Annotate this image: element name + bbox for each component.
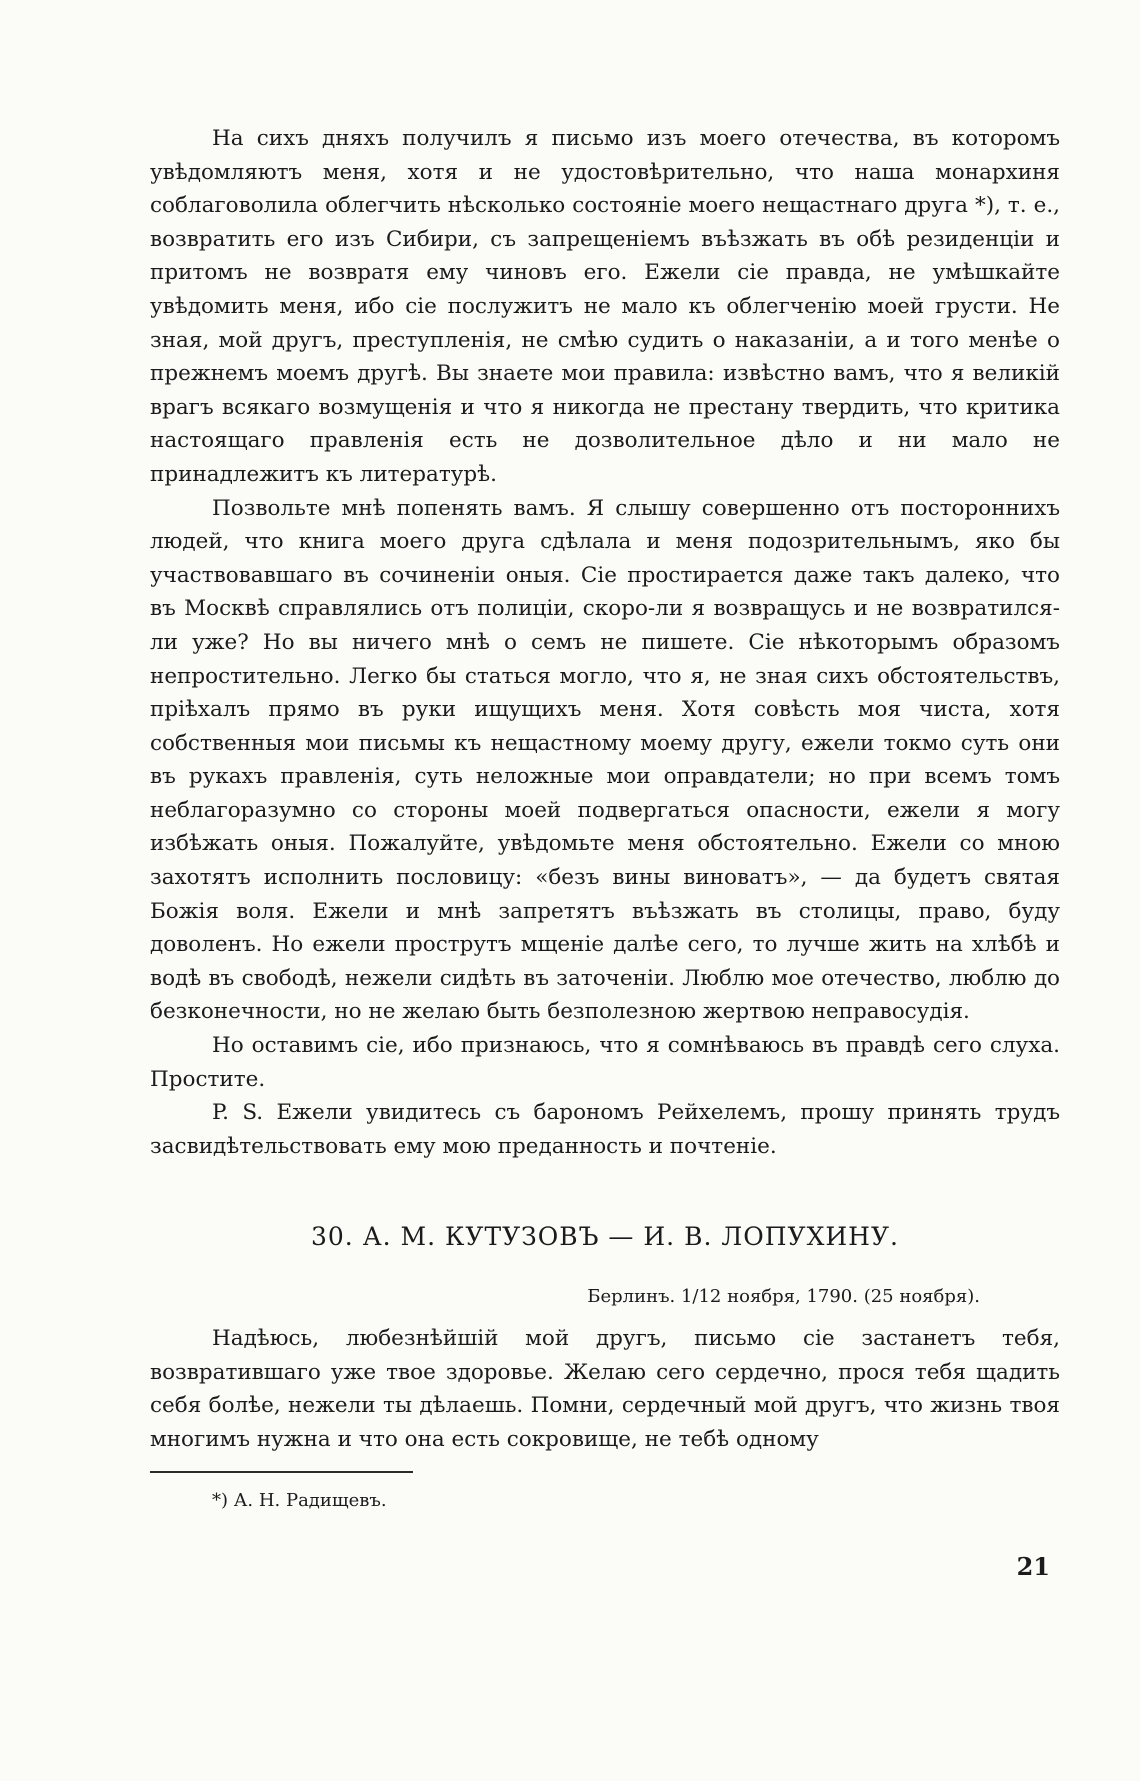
letter2-body [150,1322,1060,1456]
paragraph: Надѣюсь, любезнѣйшій мой другъ, письмо сіе застанетъ тебя, возвратившаго уже твое здоровье. Желаю сего сердечно, прося тебя щадить себя болѣе, нежели ты дѣлаешь. Помни, сердечный мой другъ, что жизнь твоя многимъ нужна и что она есть сокровище, не тебѣ одному [150,1326,1060,1452]
footnote-rule [150,1471,413,1473]
letter-body [150,122,1060,1163]
footnote: *) А. Н. Радищевъ. [212,1490,387,1511]
letter-heading: 30. А. М. КУТУЗОВЪ — И. В. ЛОПУХИНУ. [311,1222,899,1251]
paragraph: Позвольте мнѣ попенять вамъ. Я слышу совершенно отъ постороннихъ людей, что книга моего друга сдѣлала и меня подозрительнымъ, яко бы участвовавшаго въ сочиненіи оныя. Сіе простирается даже такъ далеко, что въ Москвѣ справлялись отъ полиціи, скоро-ли я возвращусь и не возвратился-ли уже? Но вы ничего мнѣ о семъ не пишете. Сіе нѣкоторымъ образомъ непростительно. Легко бы статься могло, что я, не зная сихъ обстоятельствъ, пріѣхалъ прямо въ руки ищущихъ меня. Хотя совѣсть моя чиста, хотя собственныя мои письмы къ нещастному моему другу, ежели токмо суть они въ рукахъ правленія, суть неложные мои оправдатели; но при всемъ томъ неблагоразумно со стороны моей подвергаться опасности, ежели я могу избѣжать оныя. Пожалуйте, увѣдомьте меня обстоятельно. Ежели со мною захотятъ исполнить пословицу: «безъ вины виноватъ», — да будетъ святая Божія воля. Ежели и мнѣ запретятъ въѣзжать въ столицы, право, буду доволенъ. Но ежели прострутъ мщеніе далѣе сего, то лучше жить на хлѣбѣ и водѣ въ свободѣ, нежели сидѣть въ заточеніи. Люблю мое отечество, люблю до безконечности, но не желаю быть безполезною жертвою неправосудія. [150,495,1060,1025]
paragraph: На сихъ дняхъ получилъ я письмо изъ моего отечества, въ которомъ увѣдомляютъ меня, хотя и не удостовѣрительно, что наша монархиня соблаговолила облегчить нѣсколько состояніе моего нещастнаго друга *), т. е., возвратить его изъ Сибири, съ запрещеніемъ въѣзжать въ обѣ резиденціи и притомъ не возвратя ему чиновъ его. Ежели сіе правда, не умѣшкайте увѣдомить меня, ибо сіе послужитъ не мало къ облегченію моей грусти. Не зная, мой другъ, преступленія, не смѣю судить о наказаніи, а и того менѣе о прежнемъ моемъ другѣ. Вы знаете мои правила: извѣстно вамъ, что я великій врагъ всякаго возмущенія и что я никогда не престану твердить, что критика настоящаго правленія есть не дозволительное дѣло и ни мало не принадлежитъ къ литературѣ. [150,126,1060,487]
paragraph: Но оставимъ сіе, ибо признаюсь, что я сомнѣваюсь въ правдѣ сего слуха. Простите. [150,1033,1060,1092]
letter-dateline: Берлинъ. 1/12 ноября, 1790. (25 ноября). [587,1286,980,1307]
page-number: 21 [1016,1552,1050,1581]
postscript: P. S. Ежели увидитесь съ барономъ Рейхелемъ, прошу принять трудъ засвидѣтельствовать ему мою преданность и почтеніе. [150,1100,1060,1159]
